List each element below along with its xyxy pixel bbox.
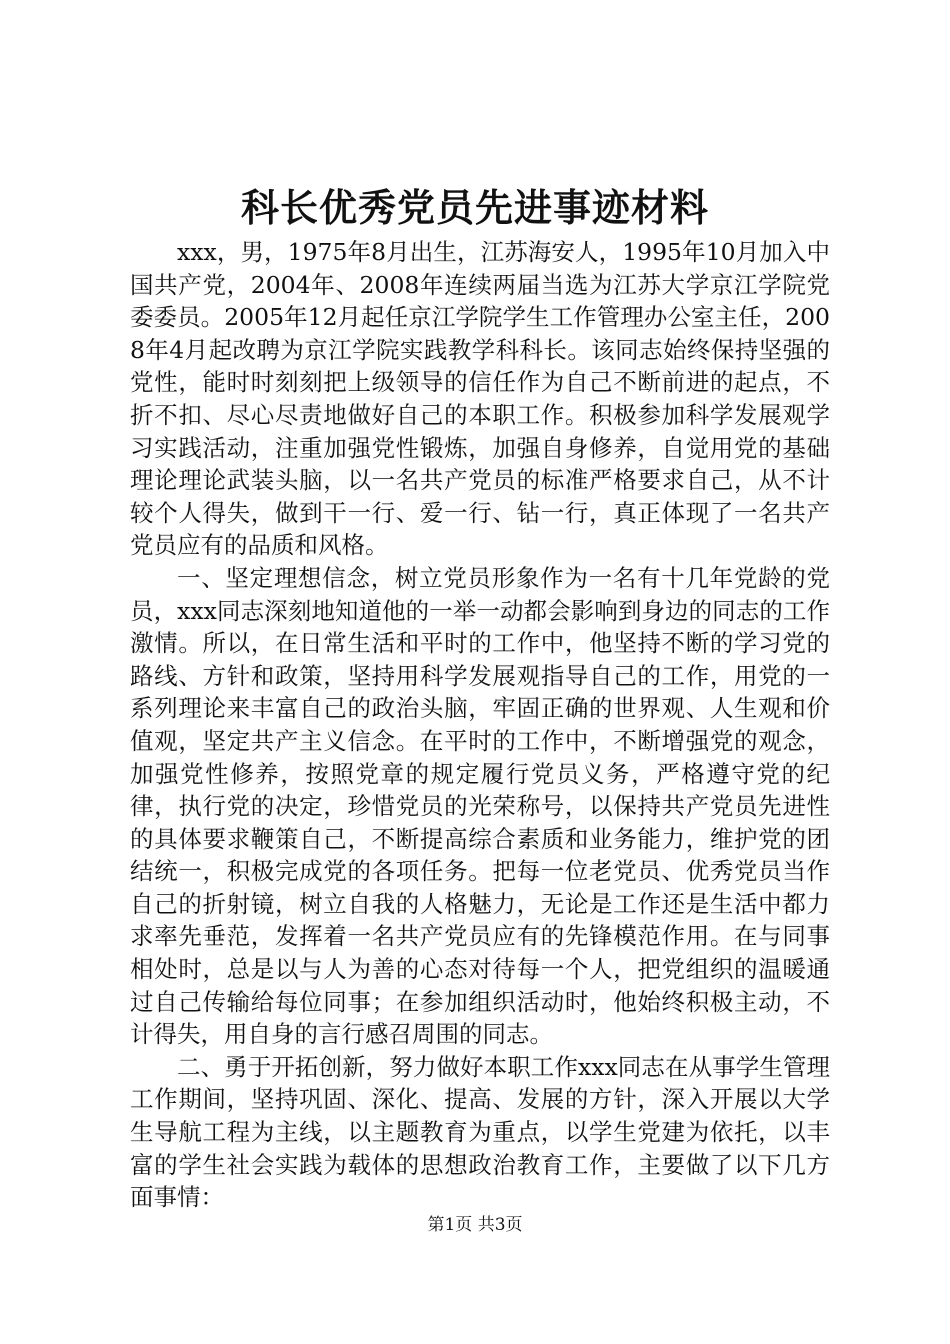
document-title: 科长优秀党员先进事迹材料 — [240, 185, 709, 230]
paragraph-section-1: 一、坚定理想信念，树立党员形象作为一名有十几年党龄的党员，xxx同志深刻地知道他的一举一动都会影响到身边的同志的工作激情。所以，在日常生活和平时的工作中，他坚持不断的学习党的路线、方针和政策，坚持用科学发展观指导自己的工作，用党的一系列理论来丰富自己的政治头脑，牢固正确的世界观、人生观和价值观，坚定共产主义信念。在平时的工作中，不断增强党的观念，加强党性修养，按照党章的规定履行党员义务，严格遵守党的纪律，执行党的决定，珍惜党员的光荣称号，以保持共产党员先进性的具体要求鞭策自己，不断提高综合素质和业务能力，维护党的团结统一，积极完成党的各项任务。把每一位老党员、优秀党员当作自己的折射镜，树立自我的人格魅力，无论是工作还是生活中都力求率先垂范，发挥着一名共产党员应有的先锋模范作用。在与同事相处时，总是以与人为善的心态对待每一个人，把党组织的温暖通过自己传输给每位同事；在参加组织活动时，他始终积极主动，不计得失，用自身的言行感召周围的同志。 — [130, 563, 830, 1049]
paragraph-intro: xxx，男，1975年8月出生，江苏海安人，1995年10月加入中国共产党，2004年、2008年连续两届当选为江苏大学京江学院党委委员。2005年12月起任京江学院学生工作管理办公室主任，2008年4月起改聘为京江学院实践教学科科长。该同志始终保持坚强的党性，能时时刻刻把上级领导的信任作为自己不断前进的起点，不折不扣、尽心尽责地做好自己的本职工作。积极参加科学发展观学习实践活动，注重加强党性锻炼，加强自身修养，自觉用党的基础理论理论武装头脑，以一名共产党员的标准严格要求自己，从不计较个人得失，做到干一行、爱一行、钻一行，真正体现了一名共产党员应有的品质和风格。 — [130, 238, 830, 560]
paragraph-section-2: 二、勇于开拓创新，努力做好本职工作xxx同志在从事学生管理工作期间，坚持巩固、深化、提高、发展的方针，深入开展以大学生导航工程为主线，以主题教育为重点，以学生党建为依托，以丰富的学生社会实践为载体的思想政治教育工作，主要做了以下几方面事情： — [130, 1052, 830, 1212]
document-body — [130, 236, 830, 1214]
page-footer: 第1页 共3页 — [427, 1215, 523, 1235]
